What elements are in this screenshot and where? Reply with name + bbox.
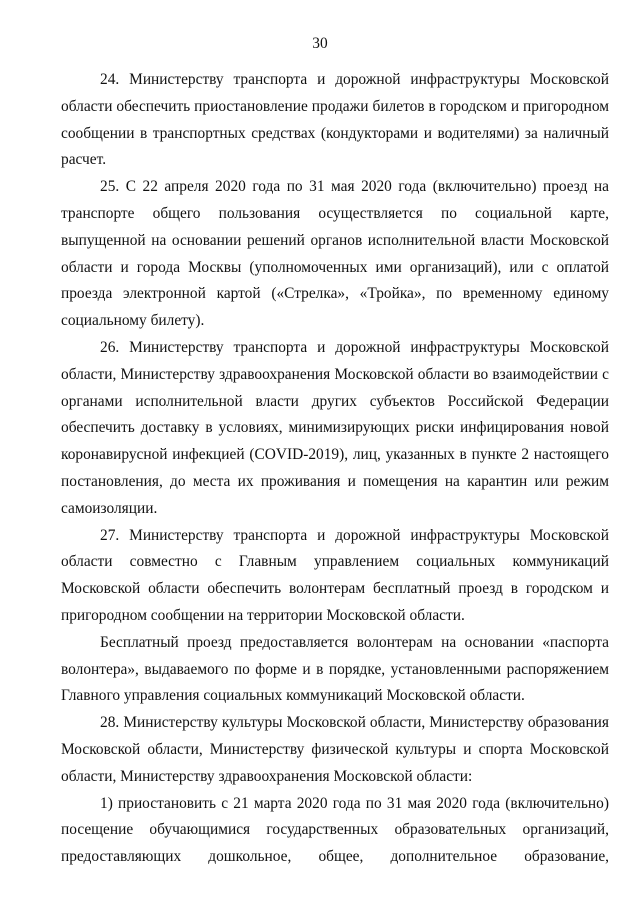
paragraph-27: 27. Министерству транспорта и дорожной инфраструктуры Московской области совместно с Главным управлением социальных коммуникаций Московской области обеспечить волонтерам бесплатный проезд в городском и пригородном сообщении на территории Московской области. bbox=[61, 526, 609, 624]
document-body bbox=[61, 67, 609, 871]
paragraph-28-item-1: 1) приостановить с 21 марта 2020 года по 31 мая 2020 года (включительно) посещение обучающимися государственных образовательных организаций, предоставляющих дошкольное, общее, дополнительное образование, bbox=[61, 794, 609, 866]
paragraph-25: 25. С 22 апреля 2020 года по 31 мая 2020 года (включительно) проезд на транспорте общего пользования осуществляется по социальной карте, выпущенной на основании решений органов исполнительной власти Московской области и города Москвы (уполномоченных ими организаций), или с оплатой проезда электронной картой («Стрелка», «Тройка», по временному единому социальному билету). bbox=[61, 178, 609, 330]
paragraph-26: 26. Министерству транспорта и дорожной инфраструктуры Московской области, Министерству здравоохранения Московской области во взаимодействии с органами исполнительной власти других субъектов Российской Федерации обеспечить доставку в условиях, минимизирующих риски инфицирования новой коронавирусной инфекцией (COVID-2019), лиц, указанных в пункте 2 настоящего постановления, до места их проживания и помещения на карантин или режим самоизоляции. bbox=[61, 338, 609, 517]
paragraph-28: 28. Министерству культуры Московской области, Министерству образования Московской области, Министерству физической культуры и спорта Московской области, Министерству здравоохранения Московской области: bbox=[61, 714, 609, 785]
paragraph-24: 24. Министерству транспорта и дорожной инфраструктуры Московской области обеспечить приостановление продажи билетов в городском и пригородном сообщении в транспортных средствах (кондукторами и водителями) за наличный расчет. bbox=[61, 71, 609, 169]
page-number: 30 bbox=[312, 35, 328, 52]
paragraph-27-free-travel: Бесплатный проезд предоставляется волонтерам на основании «паспорта волонтера», выдаваемого по форме и в порядке, установленными распоряжением Главного управления социальных коммуникаций Московской области. bbox=[61, 633, 609, 705]
